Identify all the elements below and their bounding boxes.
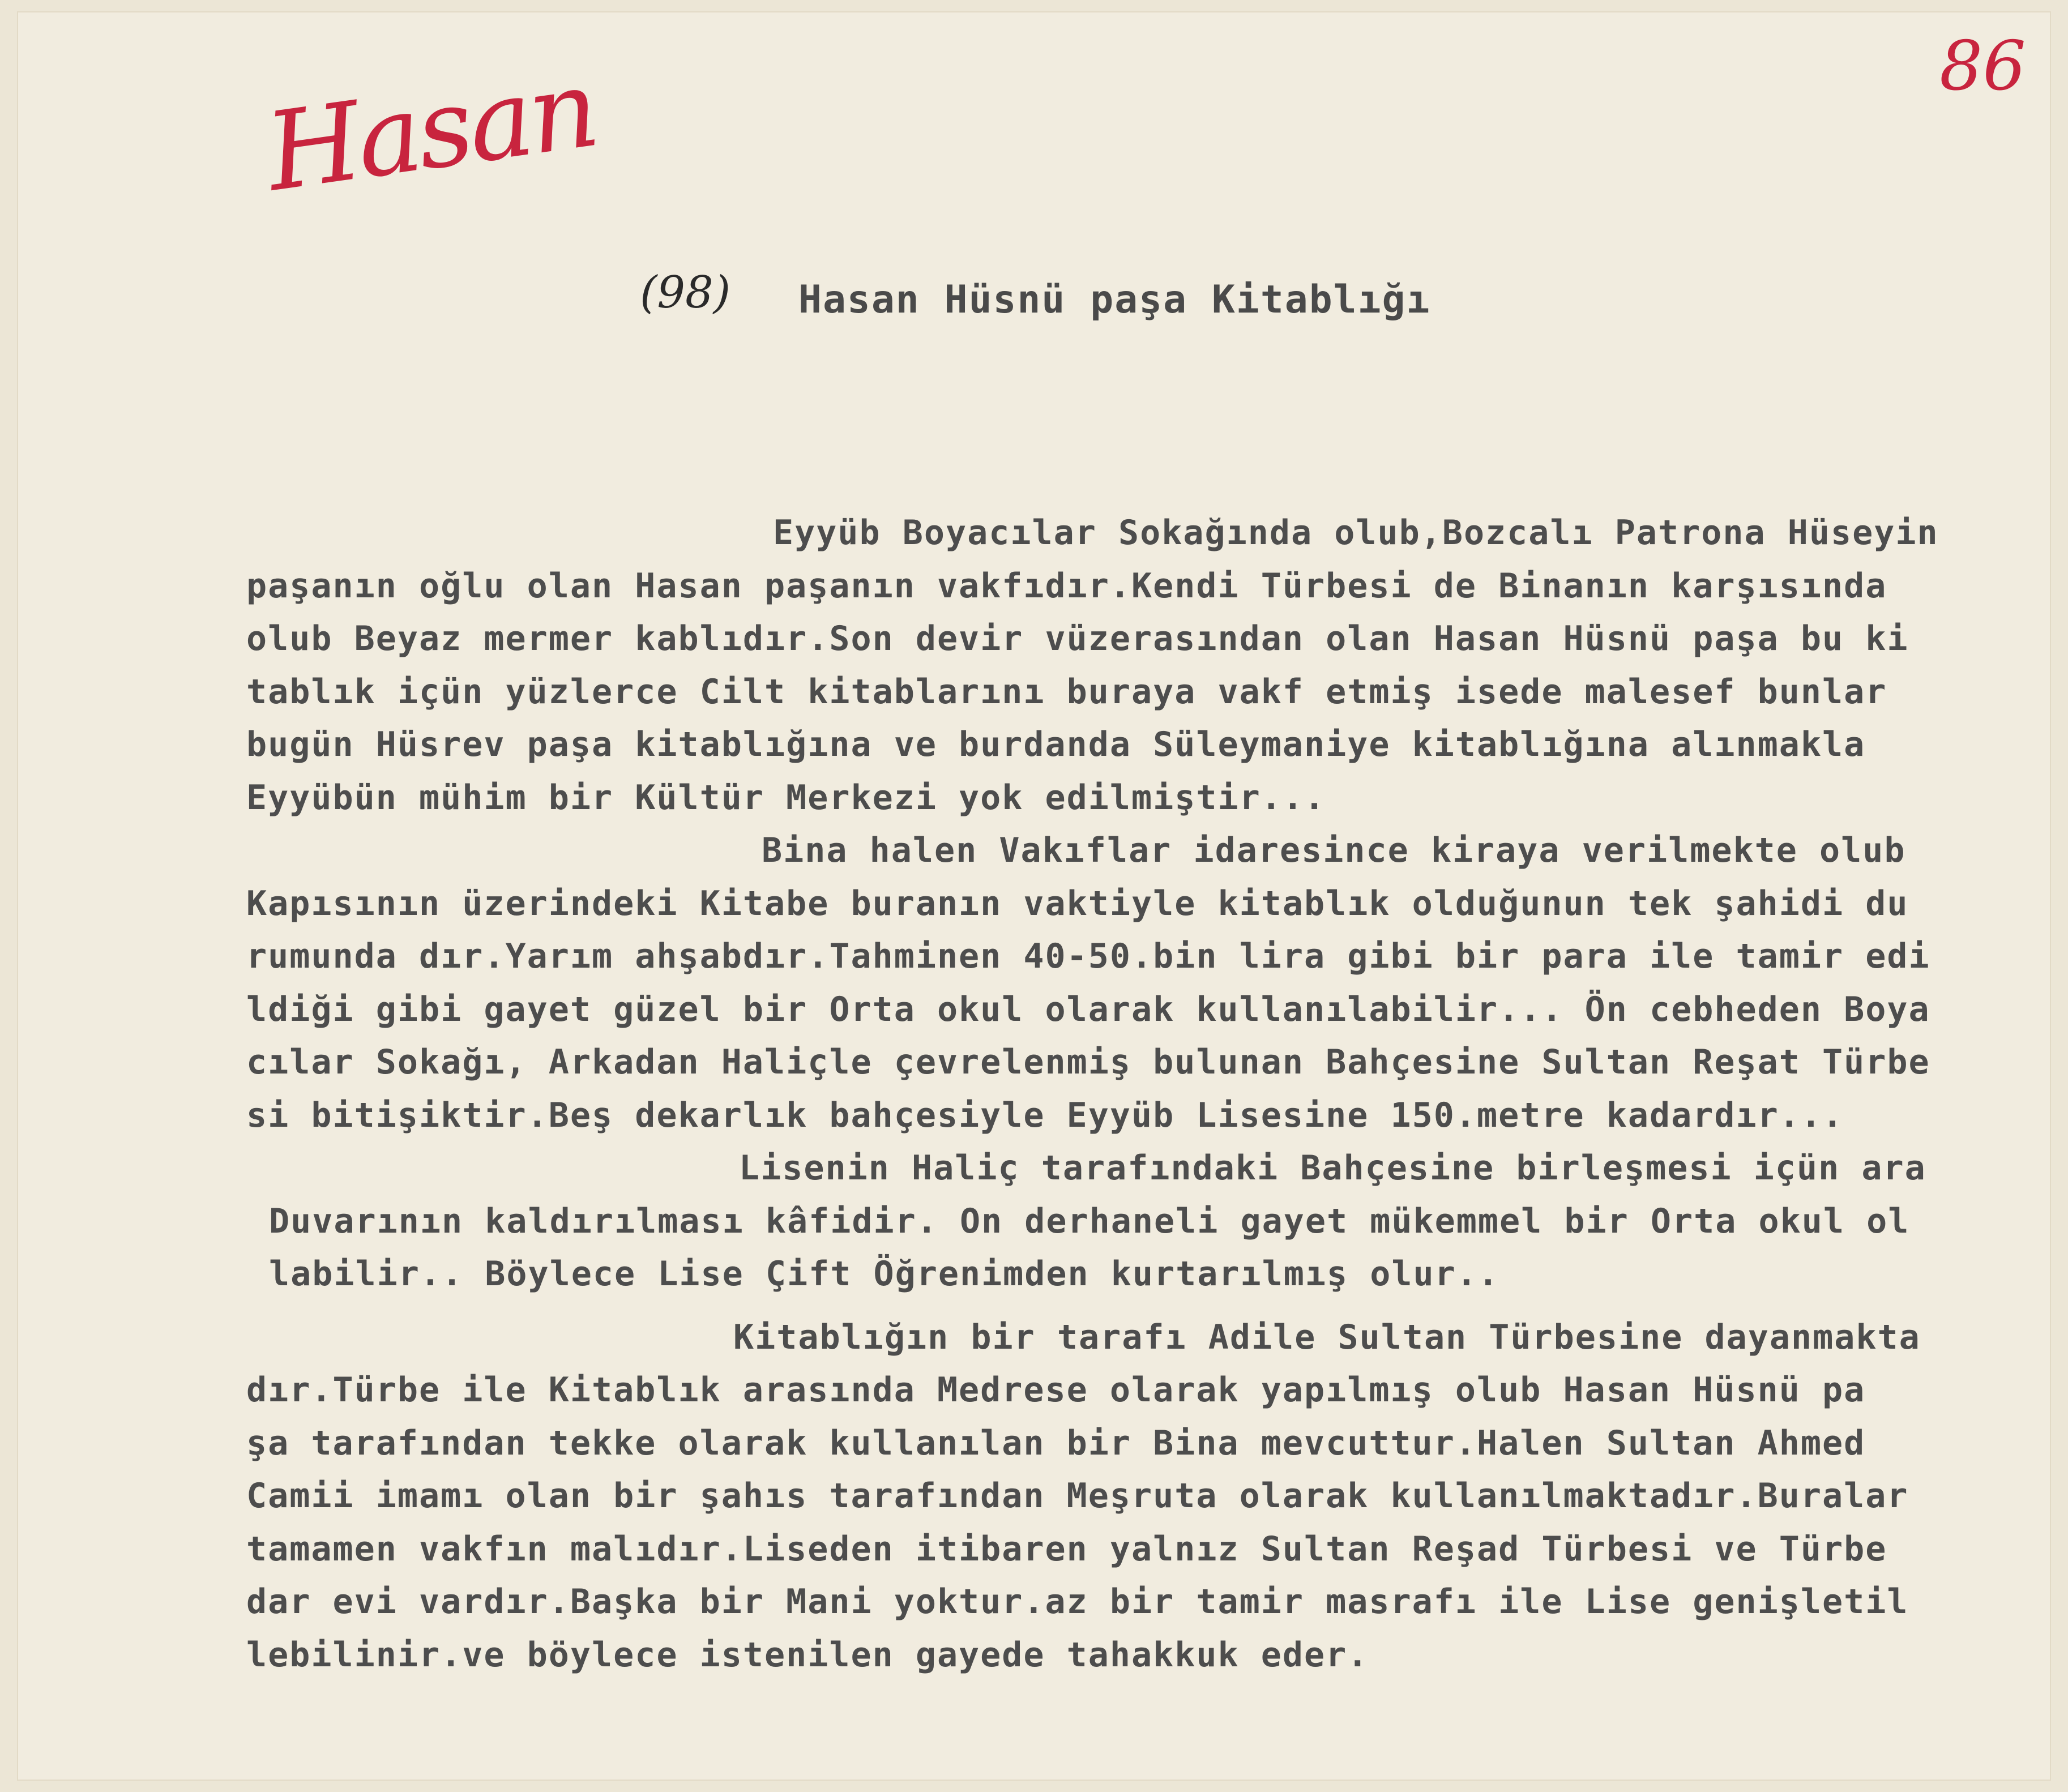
document-body: [246, 507, 2019, 1682]
text-line: cılar Sokağı, Arkadan Haliçle çevrelenmiş bulunan Bahçesine Sultan Reşat Türbe: [246, 1042, 1930, 1082]
paragraph-4: [246, 1311, 2019, 1682]
text-line: Duvarının kaldırılması kâfidir. On derhaneli gayet mükemmel bir Orta okul ol: [269, 1201, 1910, 1241]
text-line: labilir.. Böylece Lise Çift Öğrenimden kurtarılmış olur..: [269, 1254, 1500, 1294]
text-line: lebilinir.ve böylece istenilen gayede tahakkuk eder.: [246, 1635, 1369, 1675]
text-line: Bina halen Vakıflar idaresince kiraya verilmekte olub: [762, 831, 1906, 870]
text-line: si bitişiktir.Beş dekarlık bahçesiyle Eyyüb Lisesine 150.metre kadardır...: [246, 1095, 1844, 1135]
text-line: dar evi vardır.Başka bir Mani yoktur.az bir tamir masrafı ile Lise genişletil: [246, 1582, 1909, 1622]
document-title: Hasan Hüsnü paşa Kitablığı: [798, 277, 1431, 322]
text-line: tamamen vakfın malıdır.Liseden itibaren yalnız Sultan Reşad Türbesi ve Türbe: [246, 1529, 1887, 1569]
paragraph-gap: [246, 1301, 2019, 1311]
paragraph-1: [246, 507, 2019, 824]
handwritten-item-number: (98): [640, 267, 731, 318]
text-line: Camii imamı olan bir şahıs tarafından Meşruta olarak kullanılmaktadır.Buralar: [246, 1476, 1909, 1516]
text-line: tablık içün yüzlerce Cilt kitablarını buraya vakf etmiş isede malesef bunlar: [246, 672, 1887, 712]
text-line: dır.Türbe ile Kitablık arasında Medrese olarak yapılmış olub Hasan Hüsnü pa: [246, 1370, 1866, 1410]
text-line: şa tarafından tekke olarak kullanılan bir Bina mevcuttur.Halen Sultan Ahmed: [246, 1423, 1866, 1463]
handwritten-page-number: 86: [1939, 27, 2026, 106]
handwritten-name-annotation: Hasan: [259, 45, 603, 216]
paragraph-3: [246, 1142, 2019, 1301]
paragraph-2: [246, 824, 2019, 1142]
text-line: Kapısının üzerindeki Kitabe buranın vaktiyle kitablık olduğunun tek şahidi du: [246, 883, 1909, 923]
text-line: olub Beyaz mermer kablıdır.Son devir vüzerasından olan Hasan Hüsnü paşa bu ki: [246, 619, 1909, 658]
text-line: Kitablığın bir tarafı Adile Sultan Türbesine dayanmakta: [733, 1317, 1921, 1357]
text-line: Eyyübün mühim bir Kültür Merkezi yok edilmiştir...: [246, 777, 1326, 818]
text-line: bugün Hüsrev paşa kitablığına ve burdanda Süleymaniye kitablığına alınmakla: [246, 725, 1866, 764]
text-line: Lisenin Haliç tarafındaki Bahçesine birleşmesi içün ara: [739, 1148, 1926, 1188]
document-page: [17, 11, 2051, 1781]
text-line: paşanın oğlu olan Hasan paşanın vakfıdır.Kendi Türbesi de Binanın karşısında: [246, 566, 1887, 606]
text-line: Eyyüb Boyacılar Sokağında olub,Bozcalı Patrona Hüseyin: [773, 513, 1939, 553]
text-line: rumunda dır.Yarım ahşabdır.Tahminen 40-50.bin lira gibi bir para ile tamir edi: [246, 936, 1930, 976]
text-line: ldiği gibi gayet güzel bir Orta okul olarak kullanılabilir... Ön cebheden Boya: [246, 989, 1930, 1029]
